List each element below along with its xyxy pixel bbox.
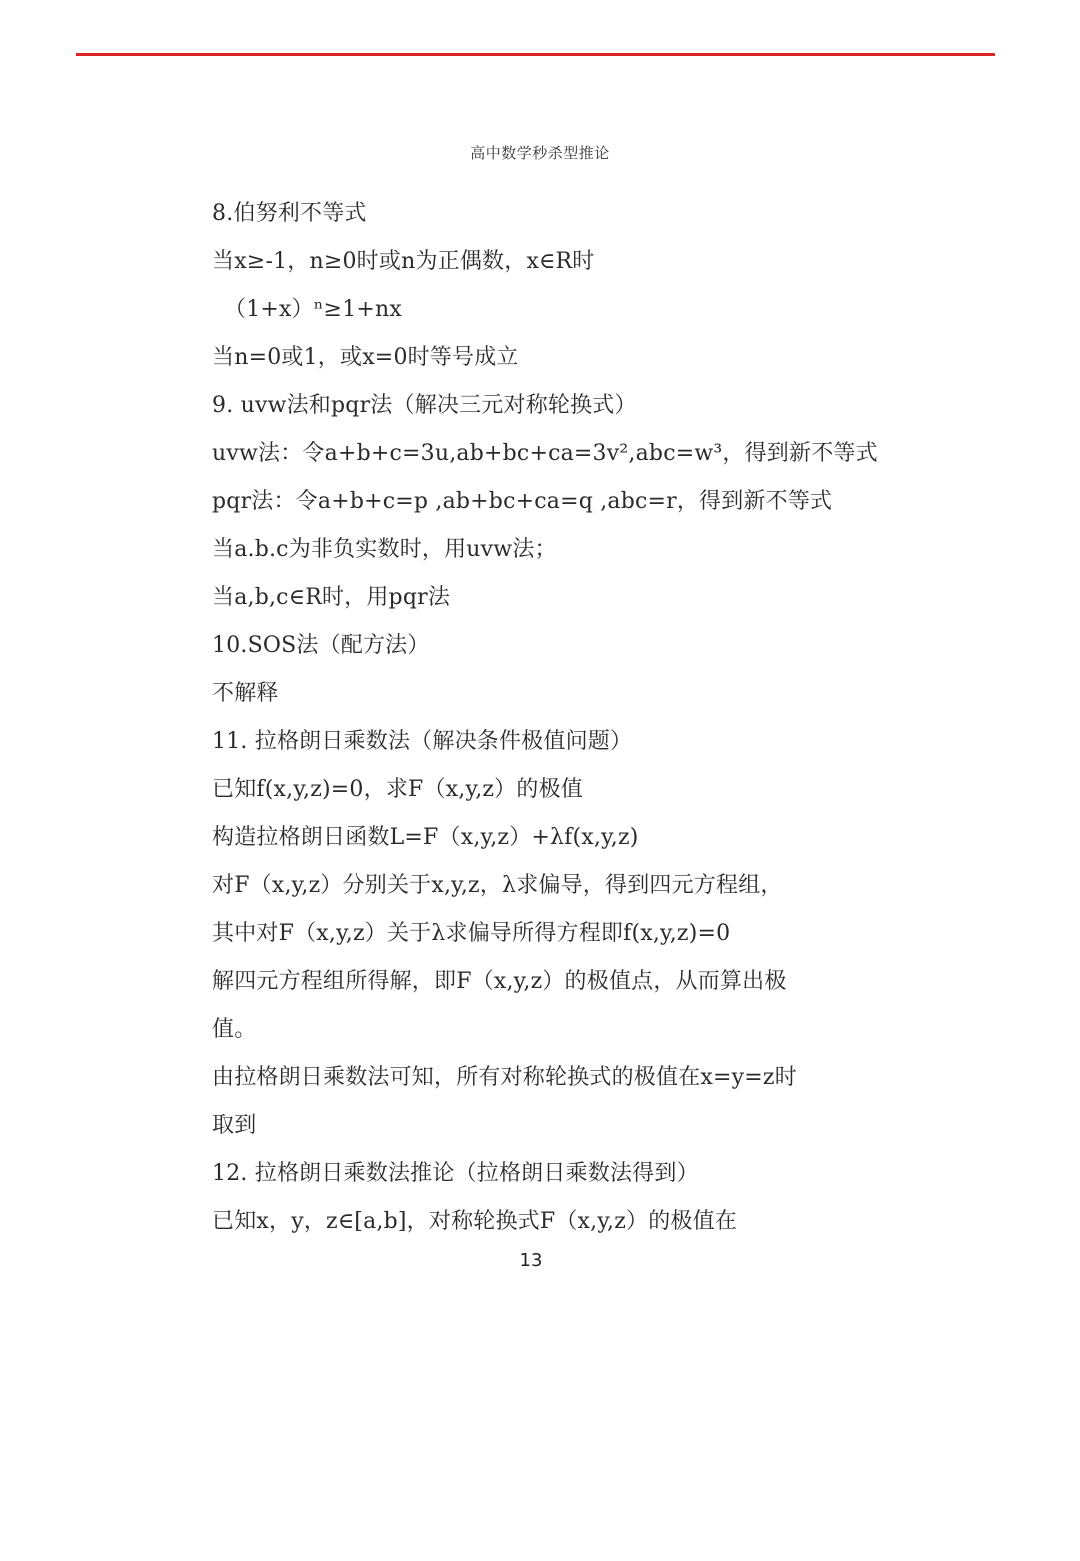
text-line: uvw法：令a+b+c=3u,ab+bc+ca=3v²,abc=w³，得到新不等式 xyxy=(212,441,878,466)
text-line: 解四元方程组所得解，即F（x,y,z）的极值点，从而算出极 xyxy=(212,969,787,994)
header-rule xyxy=(76,53,995,56)
text-line: 对F（x,y,z）分别关于x,y,z，λ求偏导，得到四元方程组， xyxy=(212,873,783,898)
running-header: 高中数学秒杀型推论 xyxy=(470,144,610,162)
section-heading: 9. uvw法和pqr法（解决三元对称轮换式） xyxy=(212,393,637,418)
text-line: 8.伯努利不等式 xyxy=(212,201,367,226)
text-line: 由拉格朗日乘数法可知，所有对称轮换式的极值在x=y=z时 xyxy=(212,1065,797,1090)
text-line: 当a.b.c为非负实数时，用uvw法； xyxy=(212,537,557,562)
text-line: 已知x，y，z∈[a,b]，对称轮换式F（x,y,z）的极值在 xyxy=(212,1209,738,1234)
text-line: 已知f(x,y,z)=0，求F（x,y,z）的极值 xyxy=(212,777,583,802)
page-number: 13 xyxy=(519,1250,543,1271)
text-line: 取到 xyxy=(212,1113,257,1138)
section-heading: 11. 拉格朗日乘数法（解决条件极值问题） xyxy=(212,729,633,754)
text-line: 当a,b,c∈R时，用pqr法 xyxy=(212,585,451,610)
text-line: 其中对F（x,y,z）关于λ求偏导所得方程即f(x,y,z)=0 xyxy=(212,921,731,946)
section-heading: 12. 拉格朗日乘数法推论（拉格朗日乘数法得到） xyxy=(212,1161,699,1186)
section-heading: 10.SOS法（配方法） xyxy=(212,633,430,658)
text-line: 值。 xyxy=(212,1017,257,1042)
text-line: 当x≥-1，n≥0时或n为正偶数，x∈R时 xyxy=(212,249,595,274)
page-body xyxy=(212,192,878,1248)
text-line: 当n=0或1，或x=0时等号成立 xyxy=(212,345,519,370)
formula-line: （1+x）ⁿ≥1+nx xyxy=(224,297,402,322)
text-line: pqr法：令a+b+c=p ,ab+bc+ca=q ,abc=r，得到新不等式 xyxy=(212,489,833,514)
text-line: 构造拉格朗日函数L=F（x,y,z）+λf(x,y,z) xyxy=(212,825,639,850)
text-line: 不解释 xyxy=(212,681,279,706)
